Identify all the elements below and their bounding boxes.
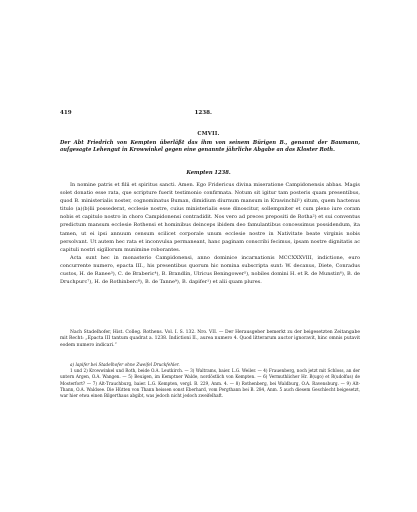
source-text: Nach Stadelhofer, Hist. Colleg. Rothens. Vol. I. S. 132. Nro. VII. — Der Herausgeber bemerkt zu der beigesetzten Zeitangabe mit Recht: „Epacta III tantum quadrat a. 1238. Indictioni II., aurea numero 4. Quod litterarum auctor ignoravit, hinc omnis putavit eodem numero indicari.“: [60, 330, 360, 348]
charter-regest: Der Abt Friedrich von Kempten überläßt das ihm von seinem Bürigen B., genannt der Baumann, aufgesagte Lehengut in Krowwinkel gegen eine genannte jährliche Abgabe an das Kloster Roth.: [60, 140, 360, 154]
footnote-numbered: 1 und 2) Krowwinkel und Roth, beide O.A. Leutkirch. — 3) Waltrams, baier. L.G. Weiler. — 4) Frauenberg, noch jetzt mit Schloss, an der untern Argen, O.A. Wangen. — 5) Beuigen, im Kemptner Walde, nordöstlich von Kempten. — 6) Vermuthlicher Hr. B(ugo) et R(udolfus) de Mosterfort? — 7) Alt-Trauchburg, baier. L.G. Kempten, vergl. B. 229, Anm. 4. — 8) Rothenberg, bei Waldburg, O.A. Ravensburg. — 9) Alt-Thann, O.A. Waldsee. Die Hütten von Thann heissen sonst Eberhard, vom Pergthann bei B. 284, Anm. 5 auch diesem Geschlecht beigesetzt, war hier etwa einen Bilgerthaus abgibt, was jedoch nicht jedoch zweifelhaft.: [60, 368, 360, 399]
footnote-a: a) lapifer bei Stadelhofer ohne Zweifel Druckfehler.: [70, 362, 180, 367]
charter-number: CMVII.: [197, 131, 220, 137]
body-paragraph: In nomine patris et filii et spiritus sancti. Amen. Ego Fridericus divina miseratione Campidonensis abbas. Magis solet donatio esse rata, que scripture fuerit testimonio confirmata. Notum sit igitur tam posteris quam presentibus, quod B. ministerialis noster, cognominatus Buman, dimidium diurnum mansum in Krawinchil¹) situm, quem hactenus titulo (a)(b)lii possederat, ecclesie nostre, cuius ministerialis esse dinoscitur, sollempniter et cum pleno iure coram nobis et capitulo nostro in choro Campidonensi contradidit. Nos vero ad preces prepositi de Rotha²) et sui conventus predictum mansum ecclesie Rothensi et hominibus deinceps ibidem deo famulantibus concessimus possidendum, ita tamen, ut ei ipsi annuum censum scilicet corporale unum ecclesie nostre in Nativitate beate virginis nobis persolvant. Ut autem hec rata et inconvulsa permaneant, hanc paginam conscribi fecimus, ipsam nostre dignitatis ac capituli nostri sigillorum munimine roborantes.: [60, 182, 360, 253]
body-paragraph: Acta sunt hec in monasterio Campidonensi, anno dominice incarnationis MCCXXXVIII, indictione, euro concurrente numero, epacta III., his presentibus quorum hic nomina subscripta sunt: W. decanus, Diete, Conradus custos, H. de Ranee³), C. de Braberic⁴), B. Brandlin, Ulricus Beningower⁵), nobiles domini H. et R. de Munstin⁶), B. de Druchpurc⁷), H. de Rothinberc⁸), B. de Tanne⁹), B. dapifer¹) et alii quam plures.: [60, 254, 360, 286]
source-note: [60, 330, 360, 349]
header-year: 1238.: [194, 110, 212, 116]
page-header: [60, 110, 360, 116]
charter-body: [60, 181, 360, 286]
footnotes: [60, 362, 360, 399]
page-number: 419: [60, 110, 72, 116]
charter-dateline: Kempten 1238.: [186, 170, 231, 176]
